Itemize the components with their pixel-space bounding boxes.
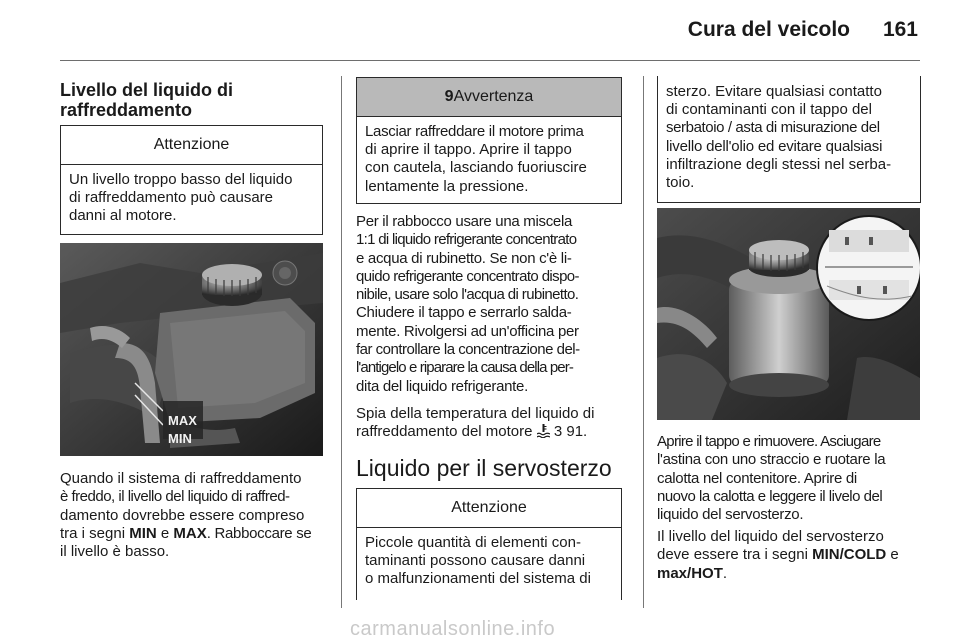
min-label: MIN xyxy=(168,431,192,446)
paragraph-line: . xyxy=(722,564,728,582)
caution-line: serbatoio / asta di misurazione del xyxy=(666,119,880,137)
warning-line: con cautela, lasciando fuoriuscire xyxy=(365,159,587,177)
caution-line: danni al motore. xyxy=(69,207,177,225)
caution-line: sterzo. Evitare qualsiasi contatto xyxy=(666,83,882,100)
paragraph-line: Spia della temperatura del liquido di xyxy=(356,405,595,422)
paragraph-line: il livello è basso. xyxy=(60,543,170,561)
paragraph-line: raffreddamento del motore xyxy=(356,423,533,441)
paragraph-level-marks xyxy=(657,528,932,583)
max-label: MAX xyxy=(168,413,197,428)
page-reference-icon: 3 xyxy=(553,423,563,441)
caution-line: o malfunzionamenti del sistema di xyxy=(365,570,591,588)
paragraph-line: Quando il sistema di raffreddamento xyxy=(60,470,302,487)
caution-line: di raffreddamento può causare xyxy=(69,189,274,207)
power-steering-heading: Liquido per il servosterzo xyxy=(356,455,612,481)
caution-line: infiltrazione degli stessi nel serba- xyxy=(666,155,892,173)
paragraph-line: nuovo la calotta e leggere il livelo del xyxy=(657,487,883,505)
paragraph-line: Aprire il tappo e rimuovere. Asciugare xyxy=(657,433,881,450)
paragraph-coolant-level xyxy=(60,470,330,561)
section-heading-coolant xyxy=(60,80,330,120)
reservoir-illustration xyxy=(657,208,920,420)
watermark: carmanualsonline.info xyxy=(350,618,556,640)
max-hot-mark: max/HOT xyxy=(657,564,723,582)
header-title: Cura del veicolo xyxy=(687,18,850,41)
warning-triangle-icon: 9 xyxy=(444,88,454,105)
paragraph-line: e acqua di rubinetto. Se non c'è li- xyxy=(356,249,572,267)
heading-line: Livello del liquido di xyxy=(60,80,234,100)
caution-box-continued xyxy=(657,76,921,203)
paragraph-line: deve essere tra i segni xyxy=(657,546,813,564)
paragraph-line: far controllare la concentrazione del- xyxy=(356,341,580,359)
warning-line: lentamente la pressione. xyxy=(365,177,529,195)
paragraph-open-cap xyxy=(657,433,932,524)
paragraph-line: l'astina con uno straccio e ruotare la xyxy=(657,451,886,469)
paragraph-temp-warning xyxy=(356,405,631,442)
paragraph-line: mente. Rivolgersi ad un'officina per xyxy=(356,322,579,340)
paragraph-line: nibile, usare solo l'acqua di rubinetto. xyxy=(356,286,579,304)
min-mark: MIN xyxy=(129,524,157,542)
paragraph-line: calotta nel contenitore. Aprire di xyxy=(657,469,857,487)
warning-box xyxy=(356,77,622,204)
caution-box-coolant xyxy=(60,125,323,235)
column-divider-2 xyxy=(643,76,644,608)
caution-line: Piccole quantità di elementi con- xyxy=(365,534,581,551)
paragraph-line: tra i segni xyxy=(60,524,130,542)
paragraph-line: Chiudere il tappo e serrarlo salda- xyxy=(356,304,572,322)
paragraph-line: quido refrigerante concentrato dispo- xyxy=(356,267,579,285)
paragraph-line: l'antigelo e riparare la causa della per- xyxy=(356,359,573,377)
paragraph-line: e xyxy=(886,546,899,564)
coolant-temperature-icon xyxy=(537,424,550,438)
min-cold-mark: MIN/COLD xyxy=(812,546,887,564)
paragraph-line: 1:1 di liquido refrigerante concentrato xyxy=(356,231,577,249)
paragraph-line: dita del liquido refrigerante. xyxy=(356,377,528,395)
warning-title: Avvertenza xyxy=(453,88,534,105)
page-number: 161 xyxy=(882,18,918,41)
caution-line: di contaminanti con il tappo del xyxy=(666,101,872,119)
caution-line: livello dell'olio ed evitare qualsiasi xyxy=(666,137,883,155)
caution-title: Attenzione xyxy=(357,489,621,528)
paragraph-line: damento dovrebbe essere compreso xyxy=(60,506,305,524)
caution-line: Un livello troppo basso del liquido xyxy=(69,171,293,188)
caution-line: taminanti possono causare danni xyxy=(365,552,586,570)
max-mark: MAX xyxy=(173,524,207,542)
page-reference[interactable]: 91. xyxy=(566,423,588,441)
warning-line: di aprire il tappo. Aprire il tappo xyxy=(365,141,572,159)
coolant-reservoir-figure xyxy=(60,243,323,456)
warning-title-bar xyxy=(357,78,621,117)
power-steering-reservoir-figure xyxy=(657,208,920,420)
paragraph-line: Per il rabbocco usare una miscela xyxy=(356,213,573,230)
paragraph-line: liquido del servosterzo. xyxy=(657,506,804,524)
header-rule xyxy=(60,60,920,61)
caution-box-power-steering xyxy=(356,488,622,600)
paragraph-line: Il livello del liquido del servosterzo xyxy=(657,528,884,545)
heading-line: raffreddamento xyxy=(60,100,193,120)
caution-title: Attenzione xyxy=(61,126,322,165)
paragraph-refill xyxy=(356,213,631,396)
paragraph-line: e xyxy=(156,524,174,542)
column-divider-1 xyxy=(341,76,342,608)
caution-line: toio. xyxy=(666,174,695,192)
paragraph-line: è freddo, il livello del liquido di raffred- xyxy=(60,488,290,506)
warning-line: Lasciar raffreddare il motore prima xyxy=(365,123,584,140)
paragraph-line: . Rabboccare se xyxy=(206,524,312,542)
section-heading-power-steering xyxy=(356,455,612,482)
